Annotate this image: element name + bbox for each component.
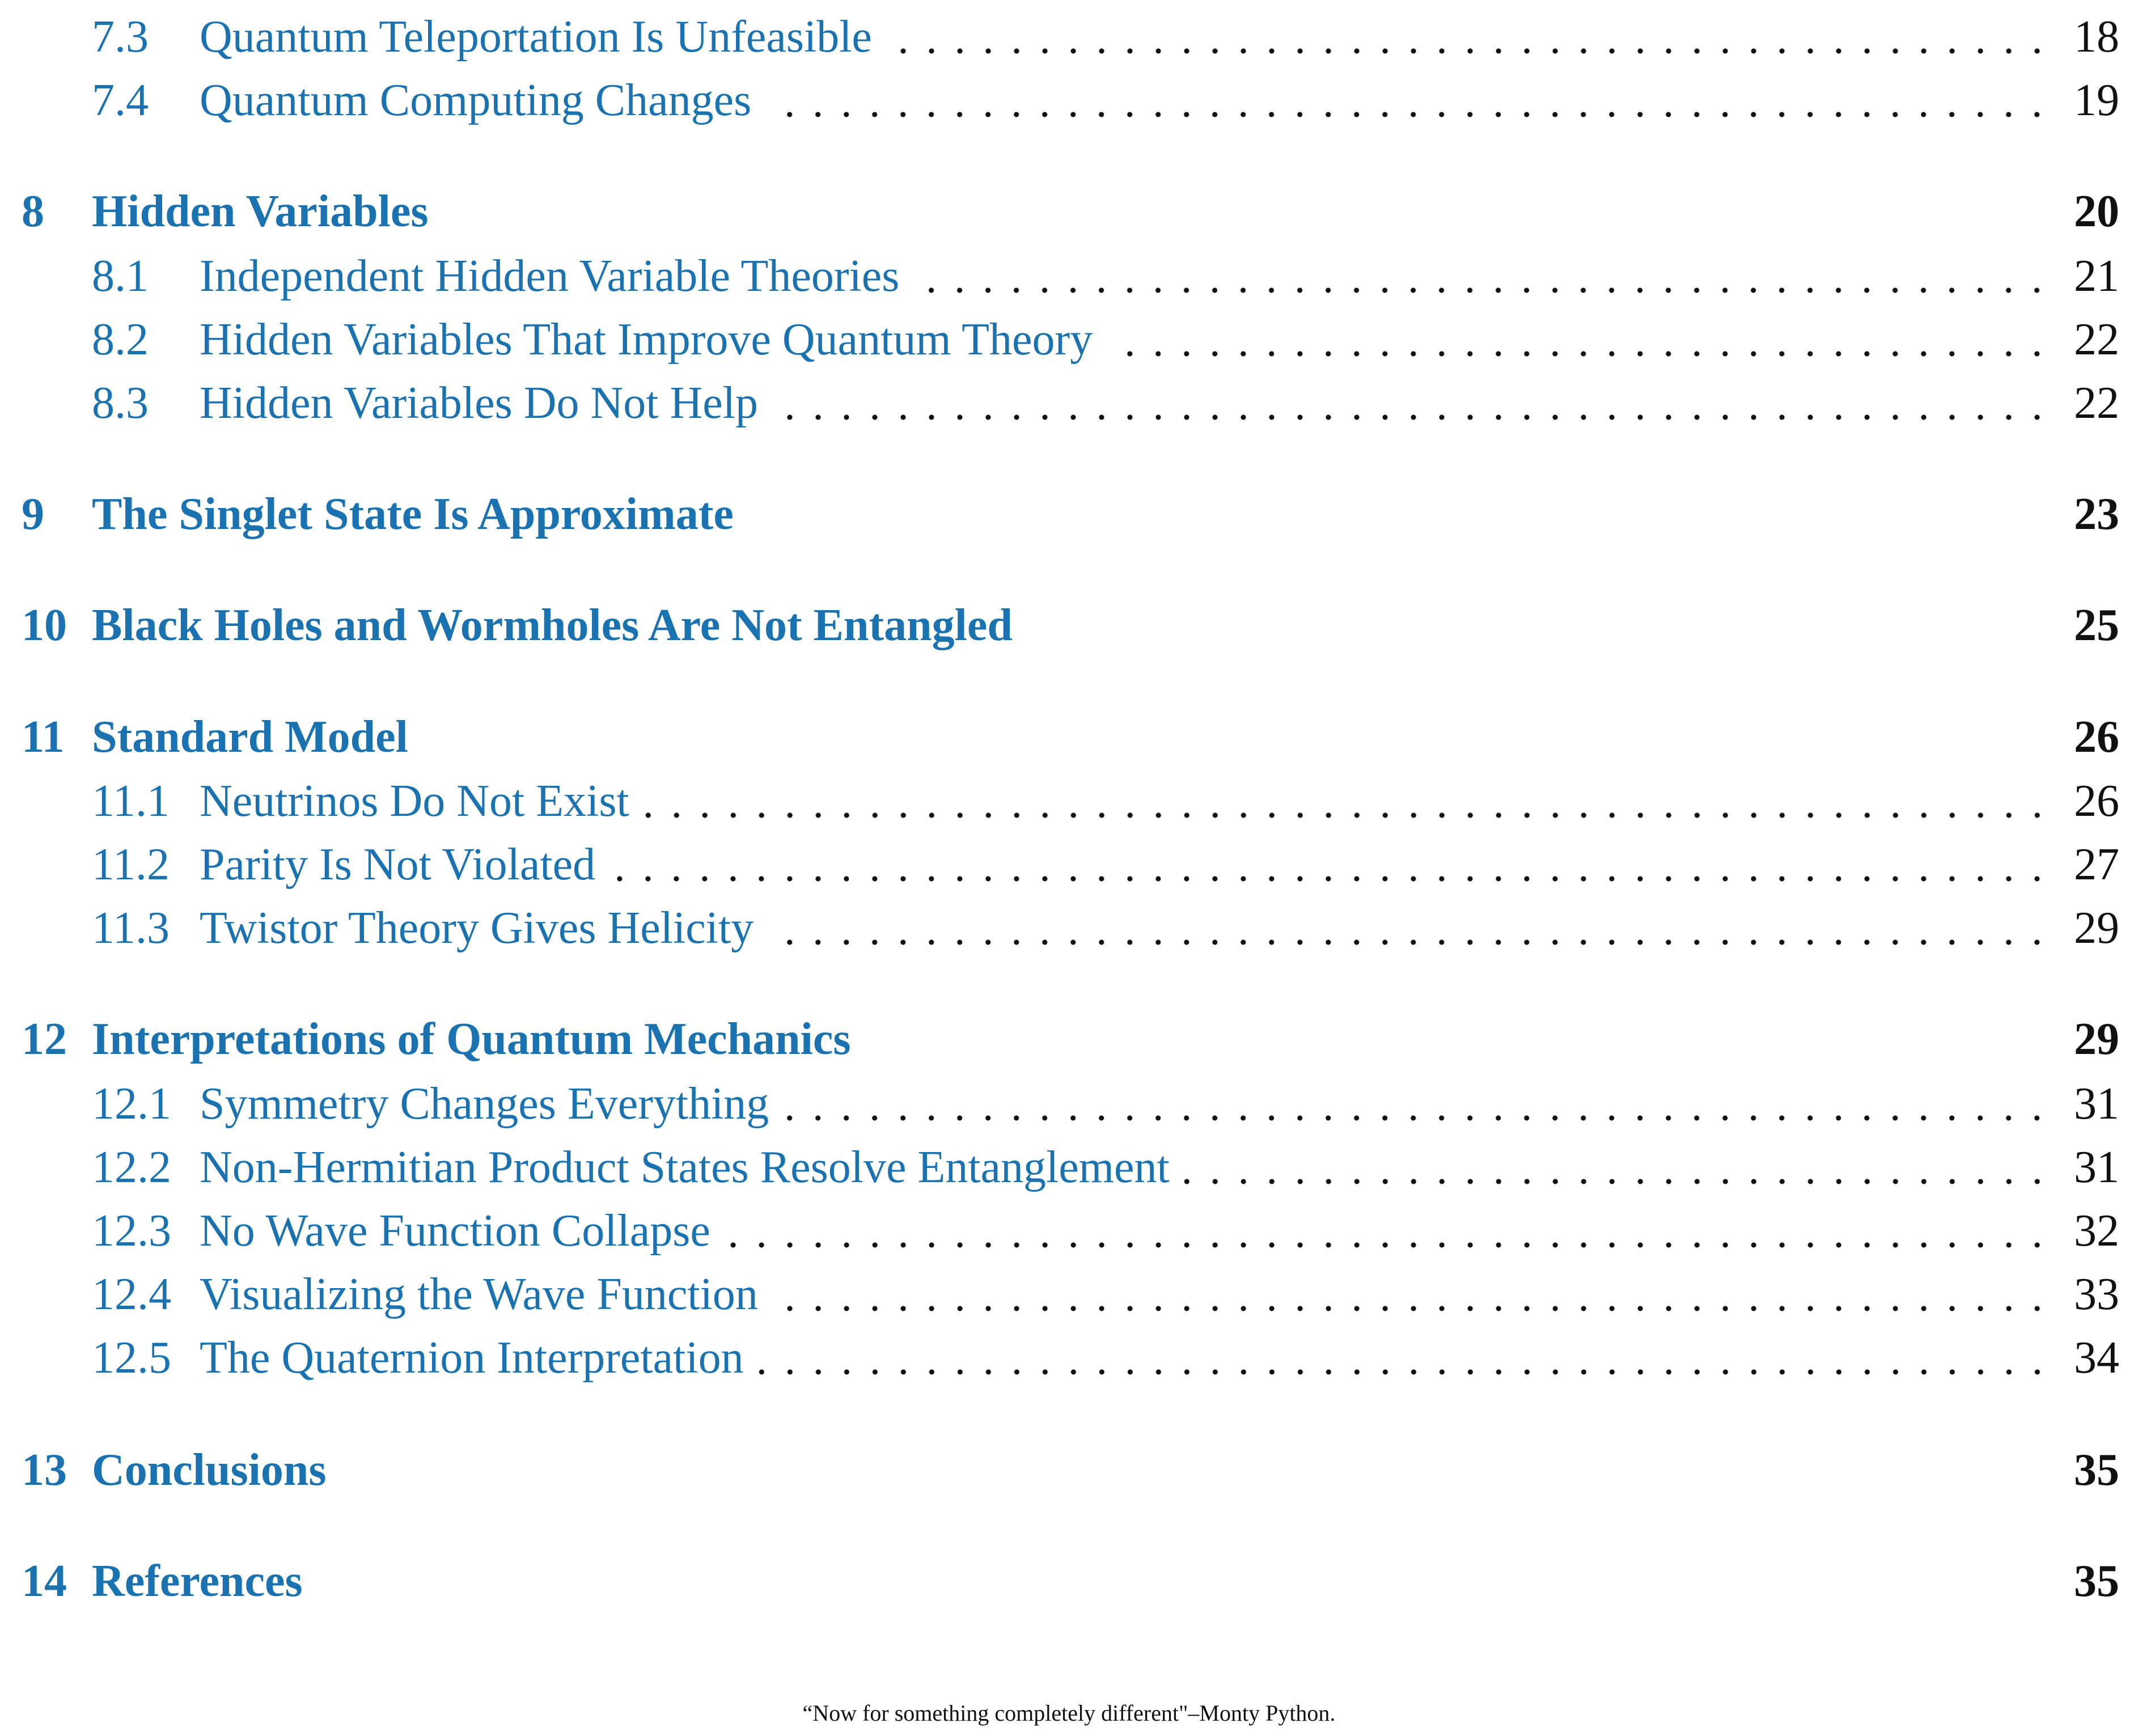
toc-entry-number: 8.1: [92, 251, 149, 301]
toc-entry-page: 31: [2074, 1142, 2119, 1192]
toc-section-title[interactable]: Interpretations of Quantum Mechanics: [92, 1014, 851, 1064]
toc-entry-8-3[interactable]: [22, 378, 2119, 429]
toc-entry-12-5[interactable]: [22, 1332, 2119, 1384]
dot-leader: [1183, 1176, 2051, 1187]
toc-section-14[interactable]: [22, 1556, 2119, 1607]
dot-leader: [609, 873, 2051, 884]
toc-entry-number: 11.1: [92, 776, 170, 826]
dot-leader: [772, 1303, 2051, 1314]
toc-section-page: 35: [2074, 1445, 2119, 1495]
toc-entry-number: 7.3: [92, 12, 149, 62]
toc-section-number: 9: [22, 489, 44, 539]
toc-entry-page: 27: [2074, 840, 2119, 890]
toc-section-title[interactable]: Hidden Variables: [92, 187, 429, 236]
dot-leader: [772, 412, 2051, 423]
toc-entry-number: 11.2: [92, 840, 170, 890]
toc-section-8[interactable]: [22, 186, 2119, 238]
toc-entry-title[interactable]: The Quaternion Interpretation: [200, 1333, 744, 1383]
toc-entry-title[interactable]: Quantum Teleportation Is Unfeasible: [200, 12, 872, 62]
dot-leader: [757, 1366, 2051, 1378]
toc-section-number: 10: [22, 600, 67, 650]
toc-section-12[interactable]: [22, 1014, 2119, 1065]
toc-entry-8-1[interactable]: [22, 251, 2119, 302]
toc-entry-number: 12.4: [92, 1269, 171, 1319]
toc-entry-page: 26: [2074, 776, 2119, 826]
dot-leader: [782, 1112, 2051, 1124]
toc-entry-title[interactable]: Quantum Computing Changes: [200, 75, 752, 125]
toc-entry-11-3[interactable]: [22, 903, 2119, 954]
toc-entry-page: 21: [2074, 251, 2119, 301]
dot-leader: [1106, 348, 2051, 359]
toc-entry-number: 7.4: [92, 75, 149, 125]
toc-section-page: 26: [2074, 712, 2119, 762]
dot-leader: [886, 45, 2051, 57]
toc-entry-12-2[interactable]: [22, 1142, 2119, 1193]
toc-entry-page: 22: [2074, 315, 2119, 365]
toc-entry-11-2[interactable]: [22, 839, 2119, 891]
dot-leader: [765, 109, 2051, 120]
toc-section-10[interactable]: [22, 600, 2119, 651]
toc-entry-page: 22: [2074, 378, 2119, 428]
toc-section-number: 8: [22, 187, 44, 236]
toc-entry-title[interactable]: Independent Hidden Variable Theories: [200, 251, 900, 301]
toc-entry-title[interactable]: Twistor Theory Gives Helicity: [200, 903, 754, 953]
toc-entry-11-1[interactable]: [22, 776, 2119, 827]
toc-entry-number: 8.3: [92, 378, 149, 428]
toc-entry-12-3[interactable]: [22, 1205, 2119, 1257]
toc-entry-page: 32: [2074, 1206, 2119, 1256]
toc-entry-page: 19: [2074, 75, 2119, 125]
toc-entry-title[interactable]: Symmetry Changes Everything: [200, 1079, 769, 1129]
toc-section-page: 29: [2074, 1014, 2119, 1064]
toc-section-11[interactable]: [22, 712, 2119, 763]
toc-entry-number: 11.3: [92, 903, 170, 953]
toc-section-number: 11: [22, 712, 65, 762]
toc-entry-title[interactable]: Hidden Variables That Improve Quantum Theory: [200, 315, 1093, 365]
toc-entry-page: 29: [2074, 903, 2119, 953]
toc-section-page: 25: [2074, 600, 2119, 650]
dot-leader: [767, 937, 2051, 948]
toc-section-title[interactable]: Conclusions: [92, 1445, 327, 1495]
toc-entry-8-2[interactable]: [22, 314, 2119, 366]
toc-section-page: 35: [2074, 1556, 2119, 1606]
toc-entry-title[interactable]: Non-Hermitian Product States Resolve Entanglement: [200, 1142, 1170, 1192]
toc-entry-title[interactable]: Visualizing the Wave Function: [200, 1269, 758, 1319]
toc-section-title[interactable]: Standard Model: [92, 712, 408, 762]
toc-entry-7-3[interactable]: [22, 11, 2119, 63]
toc-entry-number: 12.5: [92, 1333, 171, 1383]
toc-entry-page: 34: [2074, 1333, 2119, 1383]
dot-leader: [913, 285, 2051, 296]
dot-leader: [643, 810, 2051, 821]
toc-section-title[interactable]: References: [92, 1556, 303, 1606]
toc-section-number: 12: [22, 1014, 67, 1064]
toc-entry-page: 18: [2074, 12, 2119, 62]
toc-entry-12-1[interactable]: [22, 1078, 2119, 1130]
toc-entry-number: 12.3: [92, 1206, 171, 1256]
toc-section-title[interactable]: The Singlet State Is Approximate: [92, 489, 734, 539]
toc-section-number: 13: [22, 1445, 67, 1495]
toc-entry-number: 8.2: [92, 315, 149, 365]
toc-entry-title[interactable]: No Wave Function Collapse: [200, 1206, 710, 1256]
toc-section-page: 20: [2074, 187, 2119, 236]
toc-section-page: 23: [2074, 489, 2119, 539]
footer-quote: “Now for something completely different"–Monty Python.: [802, 1700, 1336, 1726]
toc-entry-12-4[interactable]: [22, 1269, 2119, 1320]
toc-entry-title[interactable]: Neutrinos Do Not Exist: [200, 776, 629, 826]
toc-entry-page: 31: [2074, 1079, 2119, 1129]
toc-section-number: 14: [22, 1556, 67, 1606]
toc-entry-number: 12.1: [92, 1079, 171, 1129]
dot-leader: [724, 1239, 2051, 1251]
toc-entry-page: 33: [2074, 1269, 2119, 1319]
toc-entry-title[interactable]: Hidden Variables Do Not Help: [200, 378, 758, 428]
toc-section-9[interactable]: [22, 489, 2119, 540]
toc-section-13[interactable]: [22, 1445, 2119, 1496]
toc-section-title[interactable]: Black Holes and Wormholes Are Not Entangled: [92, 600, 1013, 650]
toc-entry-number: 12.2: [92, 1142, 171, 1192]
toc-entry-title[interactable]: Parity Is Not Violated: [200, 840, 596, 890]
toc-entry-7-4[interactable]: [22, 75, 2119, 126]
